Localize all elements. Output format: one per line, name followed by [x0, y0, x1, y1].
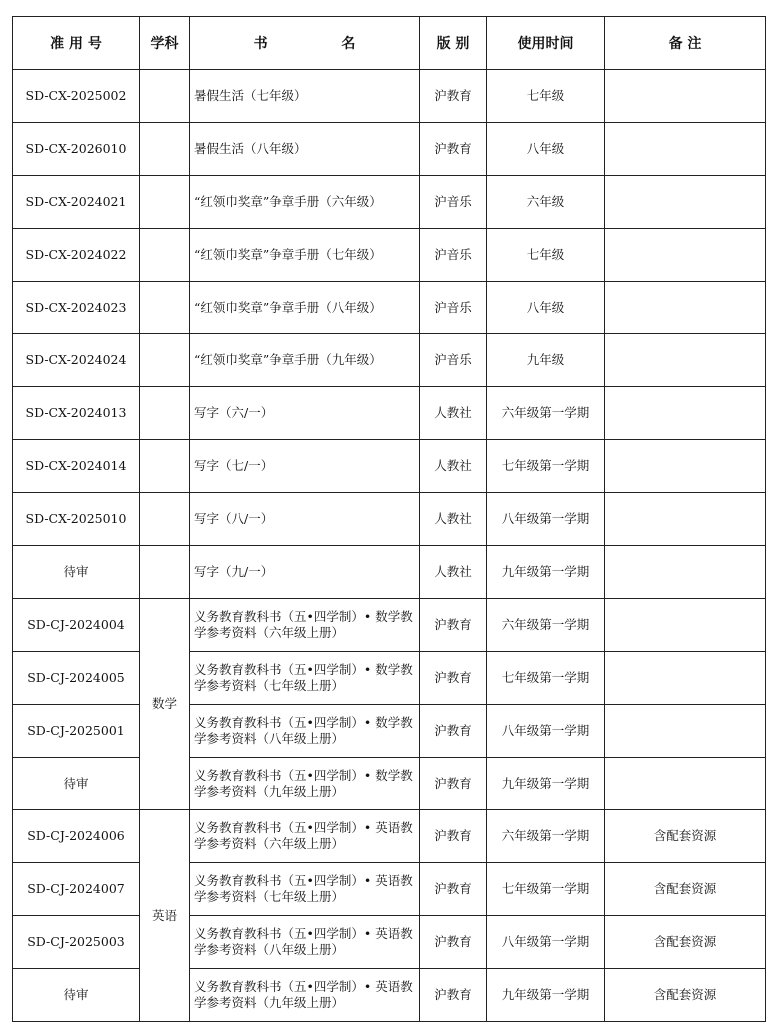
cell-title: 写字（九/一） [190, 546, 420, 599]
cell-note [605, 546, 766, 599]
cell-usage: 七年级第一学期 [487, 863, 605, 916]
cell-id: SD-CX-2024022 [13, 228, 140, 281]
table-row [13, 863, 766, 916]
table-row [13, 228, 766, 281]
cell-usage: 七年级 [487, 70, 605, 123]
cell-usage: 六年级第一学期 [487, 810, 605, 863]
cell-subject-english: 英语 [140, 810, 190, 1022]
cell-note [605, 598, 766, 651]
cell-publisher: 人教社 [420, 440, 487, 493]
cell-subject [140, 387, 190, 440]
cell-id: SD-CJ-2024007 [13, 863, 140, 916]
cell-id: SD-CX-2026010 [13, 122, 140, 175]
cell-note: 含配套资源 [605, 916, 766, 969]
cell-usage: 七年级第一学期 [487, 651, 605, 704]
cell-title: 义务教育教科书（五•四学制）• 数学教学参考资料（八年级上册） [190, 704, 420, 757]
cell-title: “红领巾奖章”争章手册（九年级） [190, 334, 420, 387]
table-row [13, 546, 766, 599]
cell-note [605, 281, 766, 334]
header-subject: 学科 [140, 17, 190, 70]
table-row [13, 969, 766, 1022]
cell-note: 含配套资源 [605, 969, 766, 1022]
cell-note [605, 70, 766, 123]
table-row [13, 334, 766, 387]
header-note: 备 注 [605, 17, 766, 70]
table-row [13, 757, 766, 810]
table-row [13, 810, 766, 863]
cell-subject [140, 228, 190, 281]
cell-id: 待审 [13, 757, 140, 810]
header-title-part1: 书 [253, 36, 268, 52]
cell-title: “红领巾奖章”争章手册（六年级） [190, 175, 420, 228]
cell-id: SD-CJ-2025001 [13, 704, 140, 757]
cell-publisher: 沪教育 [420, 757, 487, 810]
cell-usage: 六年级 [487, 175, 605, 228]
cell-publisher: 人教社 [420, 493, 487, 546]
cell-usage: 七年级第一学期 [487, 440, 605, 493]
cell-title: 写字（八/一） [190, 493, 420, 546]
cell-note [605, 440, 766, 493]
table-row [13, 387, 766, 440]
cell-subject [140, 70, 190, 123]
cell-title: “红领巾奖章”争章手册（七年级） [190, 228, 420, 281]
cell-note [605, 228, 766, 281]
table-row [13, 916, 766, 969]
cell-publisher: 沪教育 [420, 598, 487, 651]
table-row [13, 281, 766, 334]
header-title-part2: 名 [341, 36, 356, 52]
cell-id: SD-CX-2024023 [13, 281, 140, 334]
cell-title: 写字（七/一） [190, 440, 420, 493]
cell-title: 义务教育教科书（五•四学制）• 数学教学参考资料（九年级上册） [190, 757, 420, 810]
cell-publisher: 人教社 [420, 546, 487, 599]
cell-id: SD-CX-2024014 [13, 440, 140, 493]
cell-subject [140, 334, 190, 387]
cell-publisher: 沪音乐 [420, 228, 487, 281]
cell-subject [140, 493, 190, 546]
table-row [13, 493, 766, 546]
cell-note [605, 493, 766, 546]
cell-usage: 九年级第一学期 [487, 546, 605, 599]
cell-note [605, 122, 766, 175]
cell-id: 待审 [13, 969, 140, 1022]
cell-id: SD-CJ-2024006 [13, 810, 140, 863]
table-row [13, 440, 766, 493]
table-row [13, 651, 766, 704]
cell-title: 义务教育教科书（五•四学制）• 英语教学参考资料（六年级上册） [190, 810, 420, 863]
cell-id: SD-CX-2024021 [13, 175, 140, 228]
cell-title: “红领巾奖章”争章手册（八年级） [190, 281, 420, 334]
cell-publisher: 沪教育 [420, 969, 487, 1022]
cell-note [605, 704, 766, 757]
cell-title: 义务教育教科书（五•四学制）• 英语教学参考资料（八年级上册） [190, 916, 420, 969]
cell-note [605, 757, 766, 810]
cell-publisher: 人教社 [420, 387, 487, 440]
cell-usage: 八年级 [487, 281, 605, 334]
cell-usage: 八年级第一学期 [487, 704, 605, 757]
cell-usage: 六年级第一学期 [487, 387, 605, 440]
table-row [13, 598, 766, 651]
cell-usage: 八年级第一学期 [487, 916, 605, 969]
cell-id: SD-CJ-2025003 [13, 916, 140, 969]
cell-publisher: 沪教育 [420, 810, 487, 863]
table-row [13, 122, 766, 175]
cell-publisher: 沪教育 [420, 704, 487, 757]
cell-id: SD-CX-2024013 [13, 387, 140, 440]
cell-id: SD-CX-2025010 [13, 493, 140, 546]
cell-title: 义务教育教科书（五•四学制）• 英语教学参考资料（七年级上册） [190, 863, 420, 916]
cell-publisher: 沪音乐 [420, 175, 487, 228]
cell-id: SD-CJ-2024005 [13, 651, 140, 704]
cell-title: 义务教育教科书（五•四学制）• 英语教学参考资料（九年级上册） [190, 969, 420, 1022]
cell-publisher: 沪音乐 [420, 334, 487, 387]
header-id: 准 用 号 [13, 17, 140, 70]
cell-subject [140, 281, 190, 334]
cell-publisher: 沪教育 [420, 863, 487, 916]
cell-usage: 九年级第一学期 [487, 757, 605, 810]
cell-title: 义务教育教科书（五•四学制）• 数学教学参考资料（七年级上册） [190, 651, 420, 704]
header-row [13, 17, 766, 70]
cell-subject-math: 数学 [140, 598, 190, 810]
table-row [13, 70, 766, 123]
cell-subject [140, 175, 190, 228]
cell-publisher: 沪教育 [420, 916, 487, 969]
header-usage: 使用时间 [487, 17, 605, 70]
table-row [13, 175, 766, 228]
cell-usage: 九年级 [487, 334, 605, 387]
cell-note [605, 334, 766, 387]
cell-usage: 八年级第一学期 [487, 493, 605, 546]
cell-note [605, 387, 766, 440]
cell-publisher: 沪教育 [420, 651, 487, 704]
cell-id: SD-CJ-2024004 [13, 598, 140, 651]
cell-note [605, 175, 766, 228]
cell-title: 写字（六/一） [190, 387, 420, 440]
cell-usage: 八年级 [487, 122, 605, 175]
textbook-table [12, 16, 766, 1022]
cell-title: 暑假生活（七年级） [190, 70, 420, 123]
cell-note: 含配套资源 [605, 810, 766, 863]
cell-publisher: 沪教育 [420, 70, 487, 123]
table-row [13, 704, 766, 757]
cell-subject [140, 122, 190, 175]
cell-usage: 七年级 [487, 228, 605, 281]
cell-usage: 六年级第一学期 [487, 598, 605, 651]
cell-subject [140, 546, 190, 599]
cell-usage: 九年级第一学期 [487, 969, 605, 1022]
cell-title: 暑假生活（八年级） [190, 122, 420, 175]
cell-subject [140, 440, 190, 493]
cell-id: 待审 [13, 546, 140, 599]
cell-publisher: 沪音乐 [420, 281, 487, 334]
cell-note [605, 651, 766, 704]
header-publisher: 版 别 [420, 17, 487, 70]
cell-id: SD-CX-2024024 [13, 334, 140, 387]
cell-note: 含配套资源 [605, 863, 766, 916]
cell-publisher: 沪教育 [420, 122, 487, 175]
cell-id: SD-CX-2025002 [13, 70, 140, 123]
cell-title: 义务教育教科书（五•四学制）• 数学教学参考资料（六年级上册） [190, 598, 420, 651]
header-title [190, 17, 420, 70]
